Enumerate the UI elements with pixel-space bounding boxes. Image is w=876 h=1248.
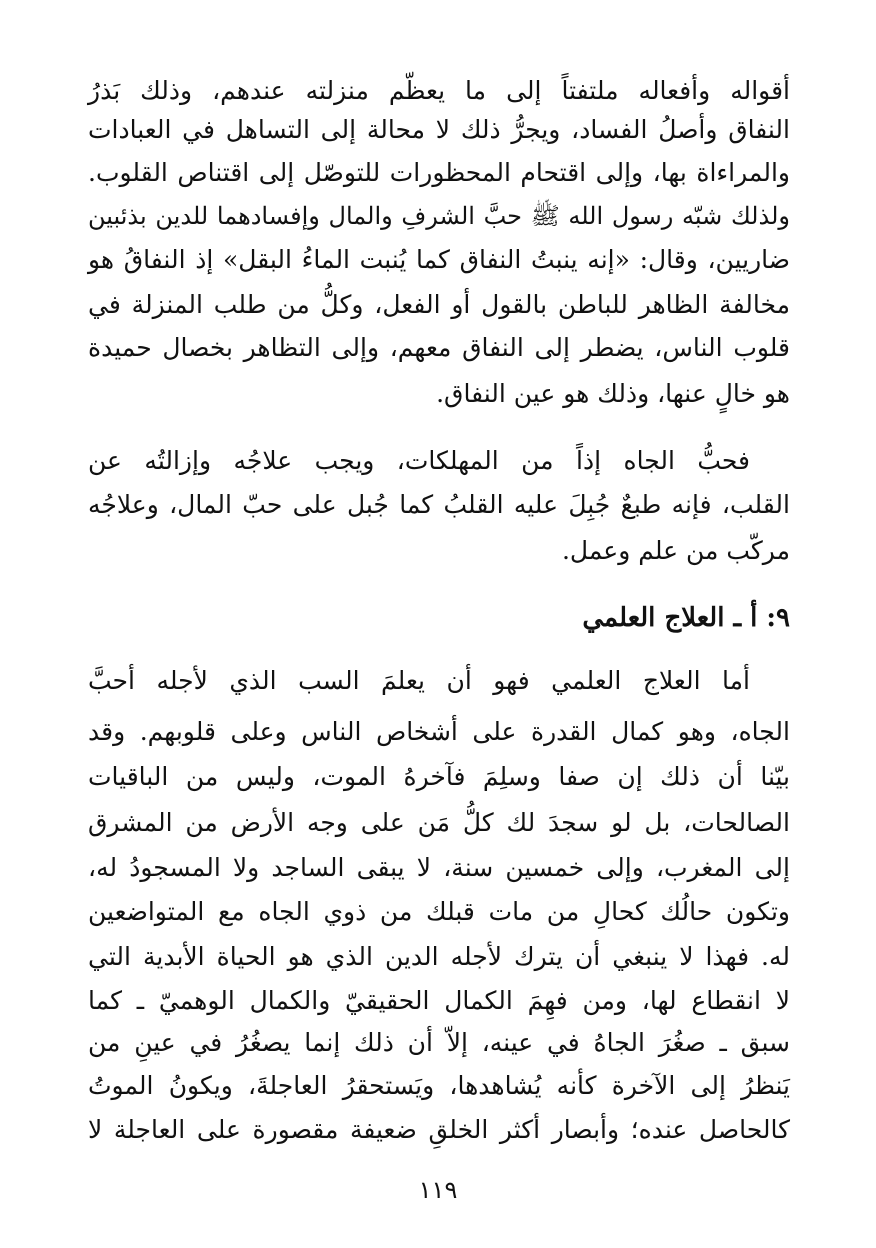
text-line: وتكون حالُك كحالِ من مات قبلك من ذوي الجاه مع المتواضعين (88, 897, 790, 926)
text-line: هو خالٍ عنها، وذلك هو عين النفاق. (436, 379, 790, 408)
text-line: فحبُّ الجاه إذاً من المهلكات، ويجب علاجُه وإزالتُه عن (88, 446, 750, 475)
text-line: سبق ـ صغُرَ الجاهُ في عينه، إلاّ أن ذلك إنما يصغُرُ في عينِ من (88, 1028, 790, 1057)
text-line: كالحاصل عنده؛ وأبصار أكثر الخلقِ ضعيفة مقصورة على العاجلة لا (88, 1115, 790, 1144)
text-line: أما العلاج العلمي فهو أن يعلمَ السب الذي لأجله أحبَّ (88, 666, 750, 695)
text-line: مركّب من علم وعمل. (561, 536, 790, 565)
text-line: ضاريين، وقال: «إنه ينبتُ النفاق كما يُنبت الماءُ البقل» إذ النفاقُ هو (88, 245, 790, 274)
text-line: يَنظرُ إلى الآخرة كأنه يُشاهدها، ويَستحقرُ العاجلةَ، ويكونُ الموتُ (88, 1071, 790, 1100)
text-line: بيّنا أن ذلك إن صفا وسلِمَ فآخرهُ الموت، وليس من الباقيات (88, 762, 790, 791)
text-line: النفاق وأصلُ الفساد، ويجرُّ ذلك لا محالة إلى التساهل في العبادات (88, 115, 790, 144)
text-line: الجاه، وهو كمال القدرة على أشخاص الناس وعلى قلوبهم. وقد (88, 717, 790, 746)
page-number: ١١٩ (418, 1176, 458, 1204)
text-line: له. فهذا لا ينبغي أن يترك لأجله الدين الذي هو الحياة الأبدية التي (88, 942, 790, 971)
text-line: قلوب الناس، يضطر إلى النفاق معهم، وإلى التظاهر بخصال حميدة (88, 333, 790, 362)
text-line: إلى المغرب، وإلى خمسين سنة، لا يبقى الساجد ولا المسجودُ له، (88, 853, 790, 882)
text-line: والمراءاة بها، وإلى اقتحام المحظورات للتوصّل إلى اقتناص القلوب. (88, 158, 790, 187)
text-line: مخالفة الظاهر للباطن بالقول أو الفعل، وكلُّ من طلب المنزلة في (88, 290, 790, 319)
text-line: القلب، فإنه طبعٌ جُبِلَ عليه القلبُ كما جُبل على حبّ المال، وعلاجُه (88, 490, 790, 519)
text-line: الصالحات، بل لو سجدَ لك كلُّ مَن على وجه الأرض من المشرق (88, 808, 790, 837)
section-heading: ٩: أ ـ العلاج العلمي (582, 603, 790, 633)
text-line: ولذلك شبّه رسول الله ﷺ حبَّ الشرفِ والمال وإفسادهما للدين بذئبين (88, 202, 790, 230)
text-line: لا انقطاع لها، ومن فهِمَ الكمال الحقيقيّ والكمال الوهميّ ـ كما (88, 986, 790, 1015)
text-line: أقواله وأفعاله ملتفتاً إلى ما يعظّم منزلته عندهم، وذلك بَذرُ (88, 76, 790, 105)
page-body (88, 0, 790, 1248)
